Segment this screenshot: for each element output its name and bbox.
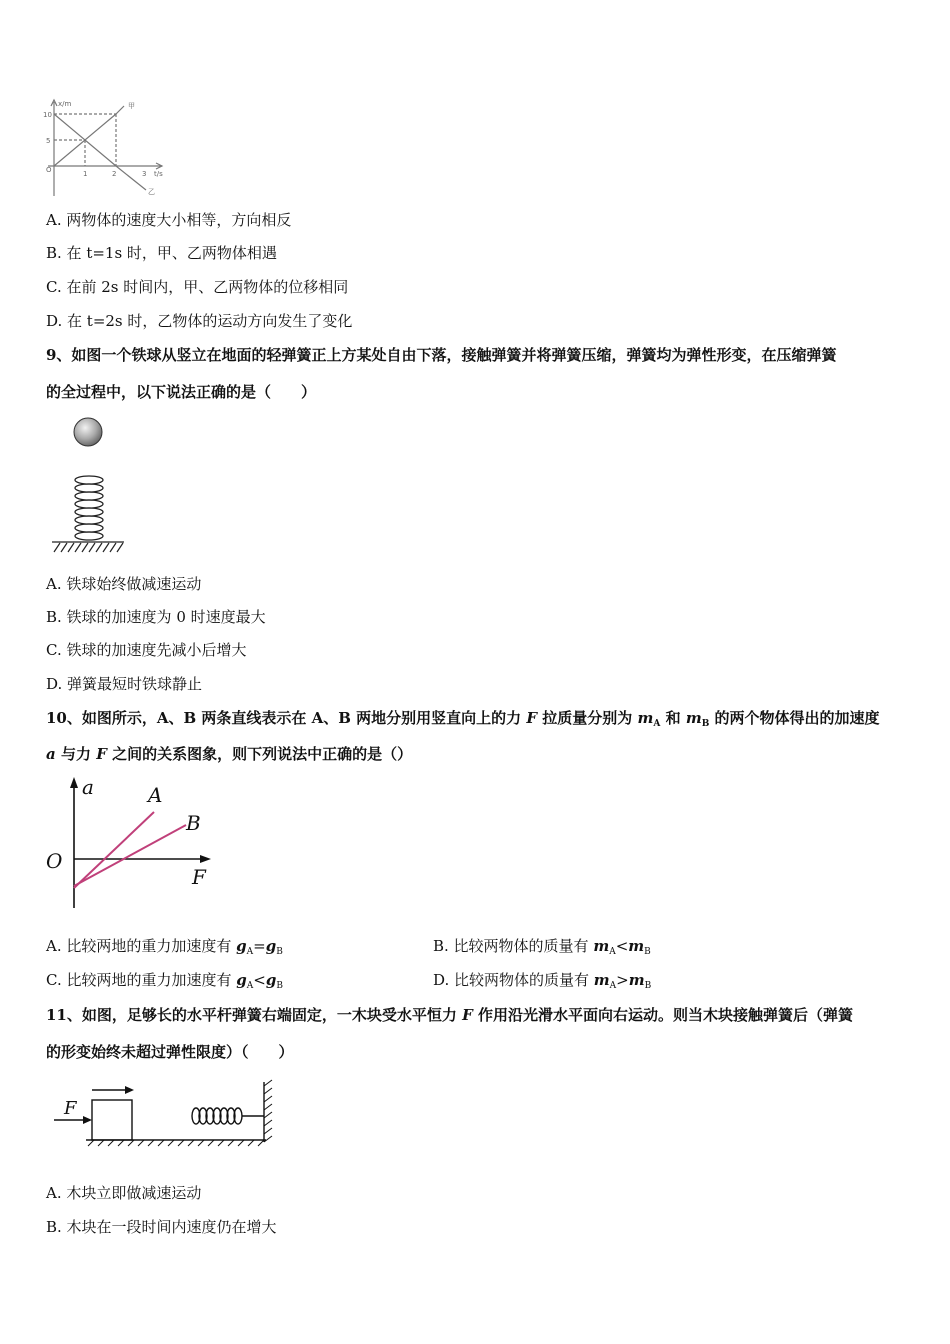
wooden-block bbox=[92, 1100, 132, 1140]
q9-stem-line1: 9、如图一个铁球从竖立在地面的轻弹簧正上方某处自由下落，接触弹簧并将弹簧压缩，弹簧均为弹性形变，在压缩弹簧 bbox=[46, 346, 837, 364]
q8-xlabel: t/s bbox=[154, 170, 163, 178]
label-F: F bbox=[192, 865, 206, 889]
q10-option-a: A. 比较两地的重力加速度有 $g_A=g_B$ bbox=[46, 937, 283, 957]
q9-option-d: D. 弹簧最短时铁球静止 bbox=[46, 675, 203, 693]
q8-option-a: A. 两物体的速度大小相等，方向相反 bbox=[46, 211, 292, 229]
label-a: a bbox=[82, 775, 94, 799]
q10-stem-line2: a 与力 F 之间的关系图象，则下列说法中正确的是（） bbox=[46, 745, 413, 763]
q8-origin: O bbox=[46, 166, 52, 174]
label-O: O bbox=[46, 849, 63, 873]
horizontal-spring bbox=[192, 1108, 264, 1124]
q10-stem-line1: 10、如图所示，A、B 两条直线表示在 A、B 两地分别用竖直向上的力 F 拉质量分别为 $m_A$ 和 $m_B$ 的两个物体得出的加速度 bbox=[46, 709, 880, 729]
q9-ball-spring-figure bbox=[48, 414, 130, 560]
q8-ylabel: x/m bbox=[58, 100, 72, 108]
label-F: F bbox=[64, 1098, 77, 1119]
q8-tick-5: 5 bbox=[46, 137, 51, 145]
q11-stem-line1: 11、如图，足够长的水平杆弹簧右端固定，一木块受水平恒力 F 作用沿光滑水平面向右运动。则当木块接触弹簧后（弹簧 bbox=[46, 1006, 853, 1024]
q11-option-b: B. 木块在一段时间内速度仍在增大 bbox=[46, 1218, 277, 1236]
wall-hatch bbox=[264, 1080, 272, 1142]
q11-stem-line2: 的形变始终未超过弹性限度）（ ） bbox=[46, 1043, 294, 1061]
q8-tick-1: 1 bbox=[83, 170, 88, 178]
q9-stem-line2: 的全过程中，以下说法正确的是（ ） bbox=[46, 383, 317, 401]
q10-option-c: C. 比较两地的重力加速度有 $g_A<g_B$ bbox=[46, 971, 283, 991]
q9-option-b: B. 铁球的加速度为 0 时速度最大 bbox=[46, 608, 266, 626]
label-B: B bbox=[186, 811, 201, 835]
q9-option-a: A. 铁球始终做减速运动 bbox=[46, 575, 202, 593]
q8-option-c: C. 在前 2s 时间内，甲、乙两物体的位移相同 bbox=[46, 278, 349, 296]
iron-ball bbox=[74, 418, 102, 446]
q8-label-yi: 乙 bbox=[148, 188, 155, 196]
q8-xt-graph bbox=[40, 96, 180, 200]
q9-option-c: C. 铁球的加速度先减小后增大 bbox=[46, 641, 247, 659]
q8-tick-10: 10 bbox=[43, 111, 52, 119]
label-A: A bbox=[148, 783, 163, 807]
q10-option-b: B. 比较两物体的质量有 $m_A<m_B$ bbox=[433, 937, 651, 957]
q8-option-d: D. 在 t=2s 时，乙物体的运动方向发生了变化 bbox=[46, 312, 353, 330]
q10-a-F-graph bbox=[40, 774, 220, 914]
ground bbox=[52, 542, 124, 552]
q8-tick-2: 2 bbox=[112, 170, 117, 178]
q11-block-spring-figure bbox=[48, 1078, 282, 1150]
q8-option-b: B. 在 t=1s 时，甲、乙两物体相遇 bbox=[46, 244, 277, 262]
vertical-spring bbox=[75, 476, 103, 540]
q8-tick-3: 3 bbox=[142, 170, 147, 178]
q10-option-d: D. 比较两物体的质量有 $m_A>m_B$ bbox=[433, 971, 652, 991]
q8-label-jia: 甲 bbox=[128, 102, 135, 110]
floor-hatch bbox=[88, 1140, 264, 1146]
q11-option-a: A. 木块立即做减速运动 bbox=[46, 1184, 202, 1202]
